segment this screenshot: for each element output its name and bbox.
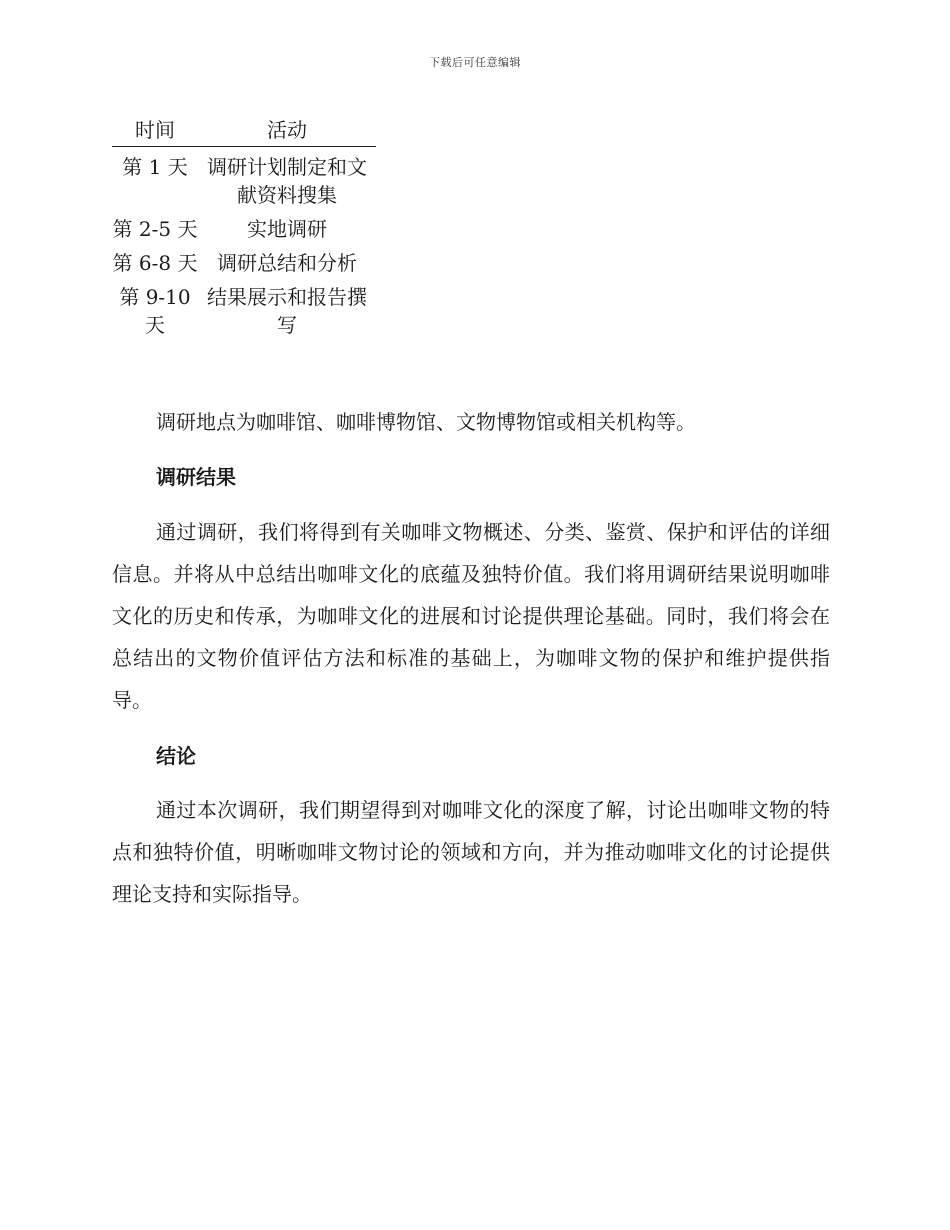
- column-header-activity: 活动: [198, 112, 376, 147]
- results-paragraph: 通过调研，我们将得到有关咖啡文物概述、分类、鉴赏、保护和评估的详细信息。并将从中总结出咖啡文化的底蕴及独特价值。我们将用调研结果说明咖啡文化的历史和传承，为咖啡文化的进展和讨论提供理论基础。同时，我们将会在总结出的文物价值评估方法和标准的基础上，为咖啡文物的保护和维护提供指导。: [112, 520, 830, 712]
- location-paragraph: 调研地点为咖啡馆、咖啡博物馆、文物博物馆或相关机构等。: [156, 410, 696, 434]
- cell-activity: 实地调研: [247, 217, 327, 241]
- cell-time: 第 2-5 天: [112, 217, 198, 241]
- cell-activity: 调研计划制定和文献资料搜集: [207, 155, 367, 207]
- results-heading: 调研结果: [156, 465, 236, 489]
- table-row: [112, 277, 376, 339]
- cell-activity: 调研总结和分析: [217, 251, 357, 275]
- cell-time: 第 1 天: [122, 155, 188, 179]
- column-header-time: 时间: [112, 112, 198, 147]
- table-row: [112, 209, 376, 243]
- schedule-table: [112, 112, 376, 339]
- conclusion-heading: 结论: [156, 744, 196, 768]
- table-row: [112, 243, 376, 277]
- cell-time: 第 9-10 天: [119, 285, 191, 337]
- page-header-note: 下载后可任意编辑: [429, 56, 521, 69]
- conclusion-paragraph: 通过本次调研，我们期望得到对咖啡文化的深度了解，讨论出咖啡文物的特点和独特价值，明晰咖啡文物讨论的领域和方向，并为推动咖啡文化的讨论提供理论支持和实际指导。: [112, 798, 830, 906]
- cell-activity: 结果展示和报告撰写: [207, 285, 367, 337]
- table-row: [112, 147, 376, 210]
- table-header-row: [112, 112, 376, 147]
- cell-time: 第 6-8 天: [112, 251, 198, 275]
